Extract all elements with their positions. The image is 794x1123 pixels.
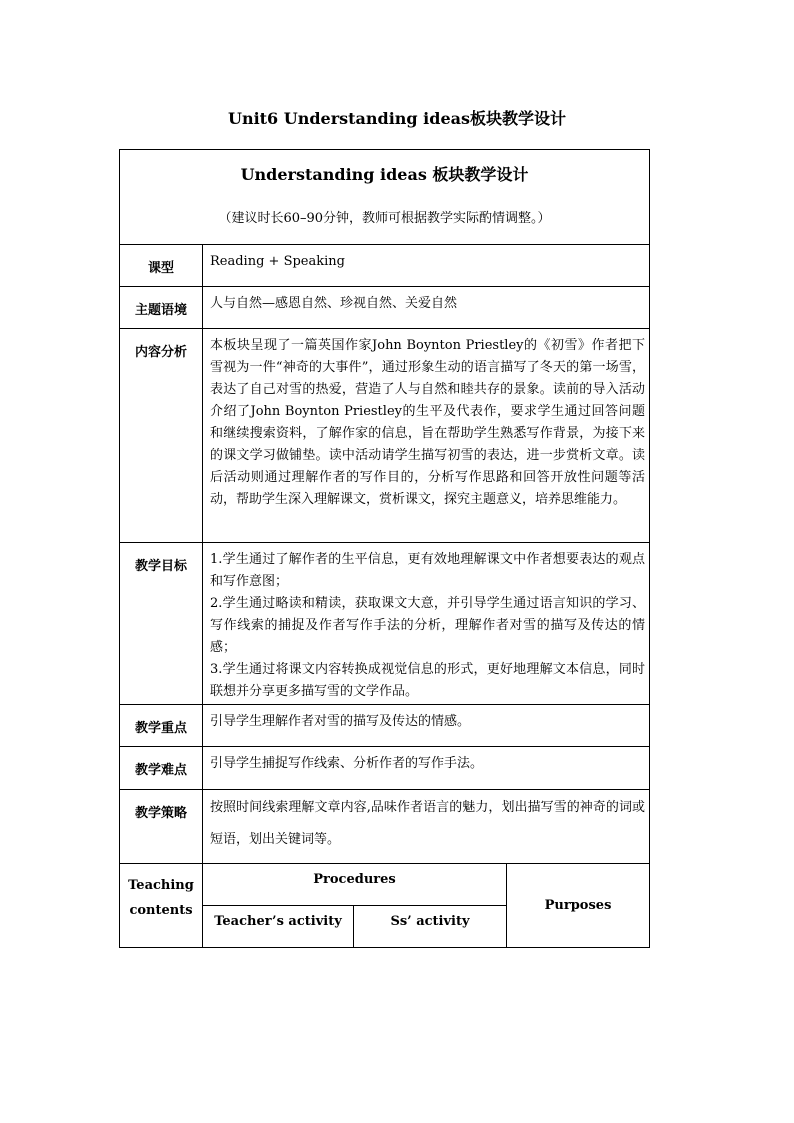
row-teaching-strategy bbox=[120, 790, 650, 864]
label-content-analysis: 内容分析 bbox=[120, 329, 203, 543]
label-theme-context: 主题语境 bbox=[120, 287, 203, 329]
row-content-analysis bbox=[120, 329, 650, 543]
duration-note: （建议时长60–90分钟，教师可根据教学实际酌情调整。） bbox=[218, 211, 551, 226]
content-key-points: 引导学生理解作者对雪的描写及传达的情感。 bbox=[203, 705, 650, 747]
objective-item: 3.学生通过将课文内容转换成视觉信息的形式，更好地理解文本信息，同时联想并分享更多描写雪的文学作品。 bbox=[210, 662, 646, 699]
row-theme-context bbox=[120, 287, 650, 329]
label-lesson-type: 课型 bbox=[120, 245, 203, 287]
content-analysis-text: 本板块呈现了一篇英国作家John Boynton Priestley的《初雪》作者把下雪视为一件“神奇的大事件”，通过形象生动的语言描写了冬天的第一场雪，表达了自己对雪的热爱，营造了人与自然和睦共存的景象。读前的导入活动介绍了John Boynton Priestley的生平及代表作，要求学生通过回答问题和继续搜索资料，了解作家的信息，旨在帮助学生熟悉写作背景，为接下来的课文学习做铺垫。读中活动请学生描写初雪的表达，进一步赏析文章。读后活动则通过理解作者的写作目的，分析写作思路和回答开放性问题等活动，帮助学生深入理解课文，赏析课文，探究主题意义，培养思维能力。 bbox=[203, 329, 650, 543]
purposes-header: Purposes bbox=[507, 864, 650, 948]
objective-item: 2.学生通过略读和精读，获取课文大意，并引导学生通过语言知识的学习、写作线索的捕捉及作者写作手法的分析，理解作者对雪的描写及传达的情感； bbox=[210, 596, 646, 655]
teaching-contents-header: Teaching contents bbox=[120, 864, 203, 948]
row-teaching-objectives bbox=[120, 543, 650, 705]
label-teaching-objectives: 教学目标 bbox=[120, 543, 203, 705]
label-teaching-strategy: 教学策略 bbox=[120, 790, 203, 864]
objective-item: 1.学生通过了解作者的生平信息，更有效地理解课文中作者想要表达的观点和写作意图； bbox=[210, 552, 646, 589]
content-theme-context: 人与自然—感恩自然、珍视自然、关爱自然 bbox=[203, 287, 650, 329]
header-cell bbox=[120, 150, 650, 245]
content-lesson-type: Reading + Speaking bbox=[203, 245, 650, 287]
procedures-header: Procedures bbox=[203, 864, 507, 906]
lesson-plan-table bbox=[119, 149, 650, 948]
content-teaching-strategy: 按照时间线索理解文章内容,品味作者语言的魅力，划出描写雪的神奇的词或短语，划出关键词等。 bbox=[203, 790, 650, 864]
label-difficult-points: 教学难点 bbox=[120, 747, 203, 790]
row-lesson-type bbox=[120, 245, 650, 287]
header-row bbox=[120, 150, 650, 245]
content-teaching-objectives bbox=[203, 543, 650, 705]
row-key-points bbox=[120, 705, 650, 747]
ss-activity-header: Ss’ activity bbox=[354, 906, 507, 948]
row-difficult-points bbox=[120, 747, 650, 790]
content-difficult-points: 引导学生捕捉写作线索、分析作者的写作手法。 bbox=[203, 747, 650, 790]
procedures-header-row bbox=[120, 864, 650, 906]
document-title: Unit6 Understanding ideas板块教学设计 bbox=[227, 109, 567, 128]
table-title: Understanding ideas 板块教学设计 bbox=[240, 165, 529, 184]
teacher-activity-header: Teacher’s activity bbox=[203, 906, 354, 948]
label-key-points: 教学重点 bbox=[120, 705, 203, 747]
